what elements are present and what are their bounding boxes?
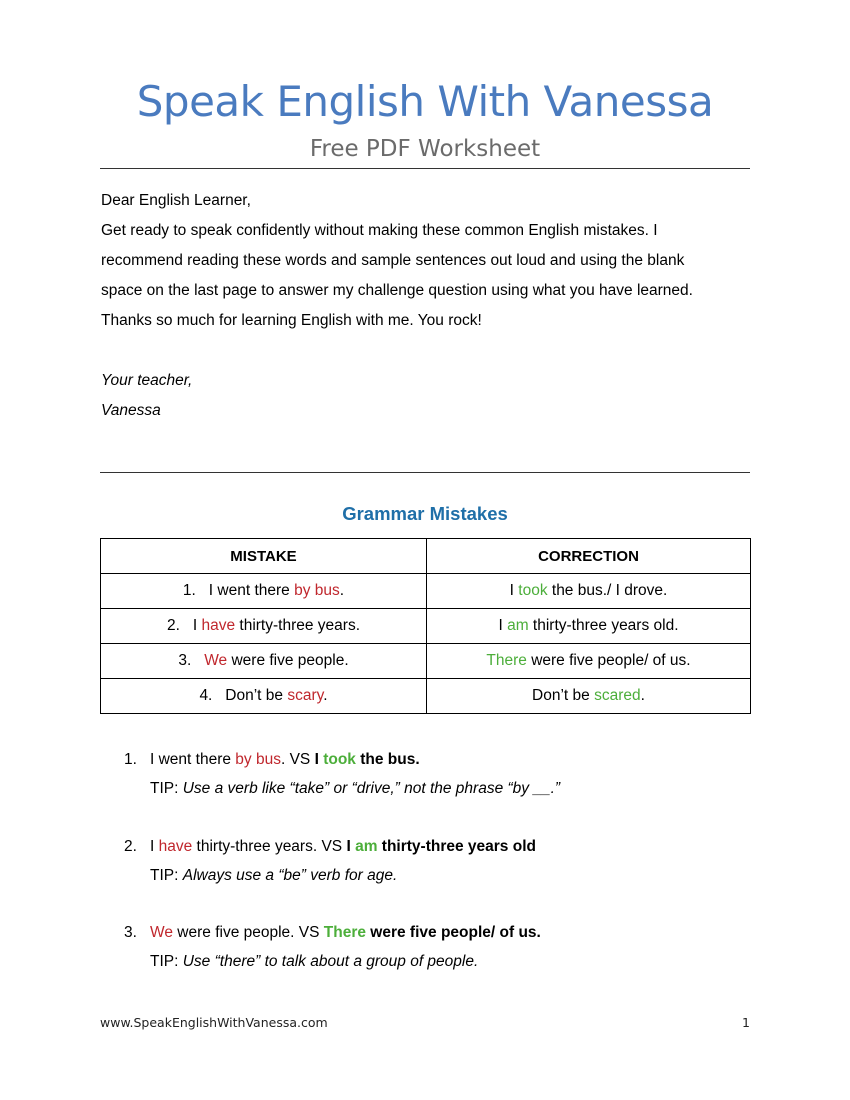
row-number: 4. [199,687,213,704]
item-tip [150,861,397,890]
mistakes-table [100,538,751,714]
correction-highlight: took [518,582,548,599]
letter-line: Get ready to speak confidently without making these common English mistakes. I [101,222,658,239]
letter-line: Thanks so much for learning English with me. You rock! [101,312,482,329]
correction-highlight: There [486,652,527,669]
tip-label: TIP: [150,953,183,970]
page-number: 1 [742,1015,750,1030]
item-mistake: We [150,924,173,941]
correction-cell [427,679,751,714]
letter-signature: Vanessa [101,402,161,419]
mistake-highlight: by bus [294,582,340,599]
mistake-highlight: scary [287,687,324,704]
item-mistake: have [158,838,193,855]
item-correction-text: thirty-three years old [377,838,536,855]
correction-text: the bus./ I drove. [547,582,668,599]
letter-signoff [101,366,192,426]
tip-text: Use “there” to talk about a group of people. [182,953,479,970]
table-row [101,679,751,714]
mistake-text: . [323,687,328,704]
item-number: 1. [124,751,137,768]
item-correction [324,924,541,941]
header-divider [100,168,750,169]
correction-cell [427,609,751,644]
mistake-text: . [339,582,345,599]
mistake-cell [101,644,427,679]
mistake-text: I went there [208,582,295,599]
table-header-correction: CORRECTION [427,539,751,574]
correction-text: thirty-three years old. [528,617,679,634]
item-correction [315,751,420,768]
mistake-cell [101,609,427,644]
mistake-text: I [192,617,202,634]
mistake-highlight: We [204,652,228,669]
tip-text: Always use a “be” verb for age. [182,867,398,884]
letter-line: recommend reading these words and sample sentences out loud and using the blank [101,252,685,269]
table-header-mistake: MISTAKE [101,539,427,574]
item-correction-text: were five people/ of us. [365,924,541,941]
correction-text: . [640,687,645,704]
tip-label: TIP: [150,867,183,884]
correction-text: I [498,617,508,634]
correction-text: I [509,582,519,599]
section-divider [100,472,750,473]
page-title: Speak English With Vanessa [136,77,714,126]
item-comparison [150,918,541,947]
letter-line: space on the last page to answer my challenge question using what you have learned. [101,282,693,299]
mistake-text: were five people. [227,652,349,669]
mistake-text: Don’t be [225,687,288,704]
correction-highlight: am [507,617,529,634]
table-header-row [101,539,751,574]
table-row [101,609,751,644]
tip-label: TIP: [150,780,183,797]
item-correction-highlight: There [323,924,366,941]
item-comparison [150,832,536,861]
letter-closing: Your teacher, [101,372,193,389]
tip-text: Use a verb like “take” or “drive,” not the phrase “by __.” [182,780,561,797]
item-number: 3. [124,924,137,941]
mistake-cell [101,679,427,714]
row-number: 2. [166,617,180,634]
correction-text: were five people/ of us. [526,652,691,669]
item-tip [150,947,478,976]
item-correction [346,838,536,855]
section-title: Grammar Mistakes [342,503,508,524]
item-text: I [150,838,159,855]
correction-cell [427,644,751,679]
item-correction-text: I [346,838,356,855]
mistake-cell [101,574,427,609]
item-text: were five people. VS [172,924,324,941]
letter-greeting: Dear English Learner, [101,192,251,209]
correction-cell [427,574,751,609]
table-row [101,644,751,679]
row-number: 3. [178,652,192,669]
item-number: 2. [124,838,137,855]
item-correction-text: the bus. [355,751,420,768]
item-comparison [150,745,420,774]
mistake-highlight: have [201,617,236,634]
page-subtitle: Free PDF Worksheet [309,136,541,162]
item-tip [150,774,560,803]
item-text: I went there [150,751,236,768]
item-text: thirty-three years. VS [192,838,347,855]
item-correction-highlight: am [355,838,378,855]
table-row [101,574,751,609]
correction-text: Don’t be [532,687,595,704]
item-correction-text: I [314,751,324,768]
row-number: 1. [182,582,196,599]
item-text: . VS [280,751,315,768]
intro-letter [101,186,761,336]
item-mistake: by bus [235,751,281,768]
footer-url: www.SpeakEnglishWithVanessa.com [100,1015,328,1030]
item-correction-highlight: took [323,751,356,768]
mistake-text: thirty-three years. [235,617,360,634]
correction-highlight: scared [594,687,641,704]
